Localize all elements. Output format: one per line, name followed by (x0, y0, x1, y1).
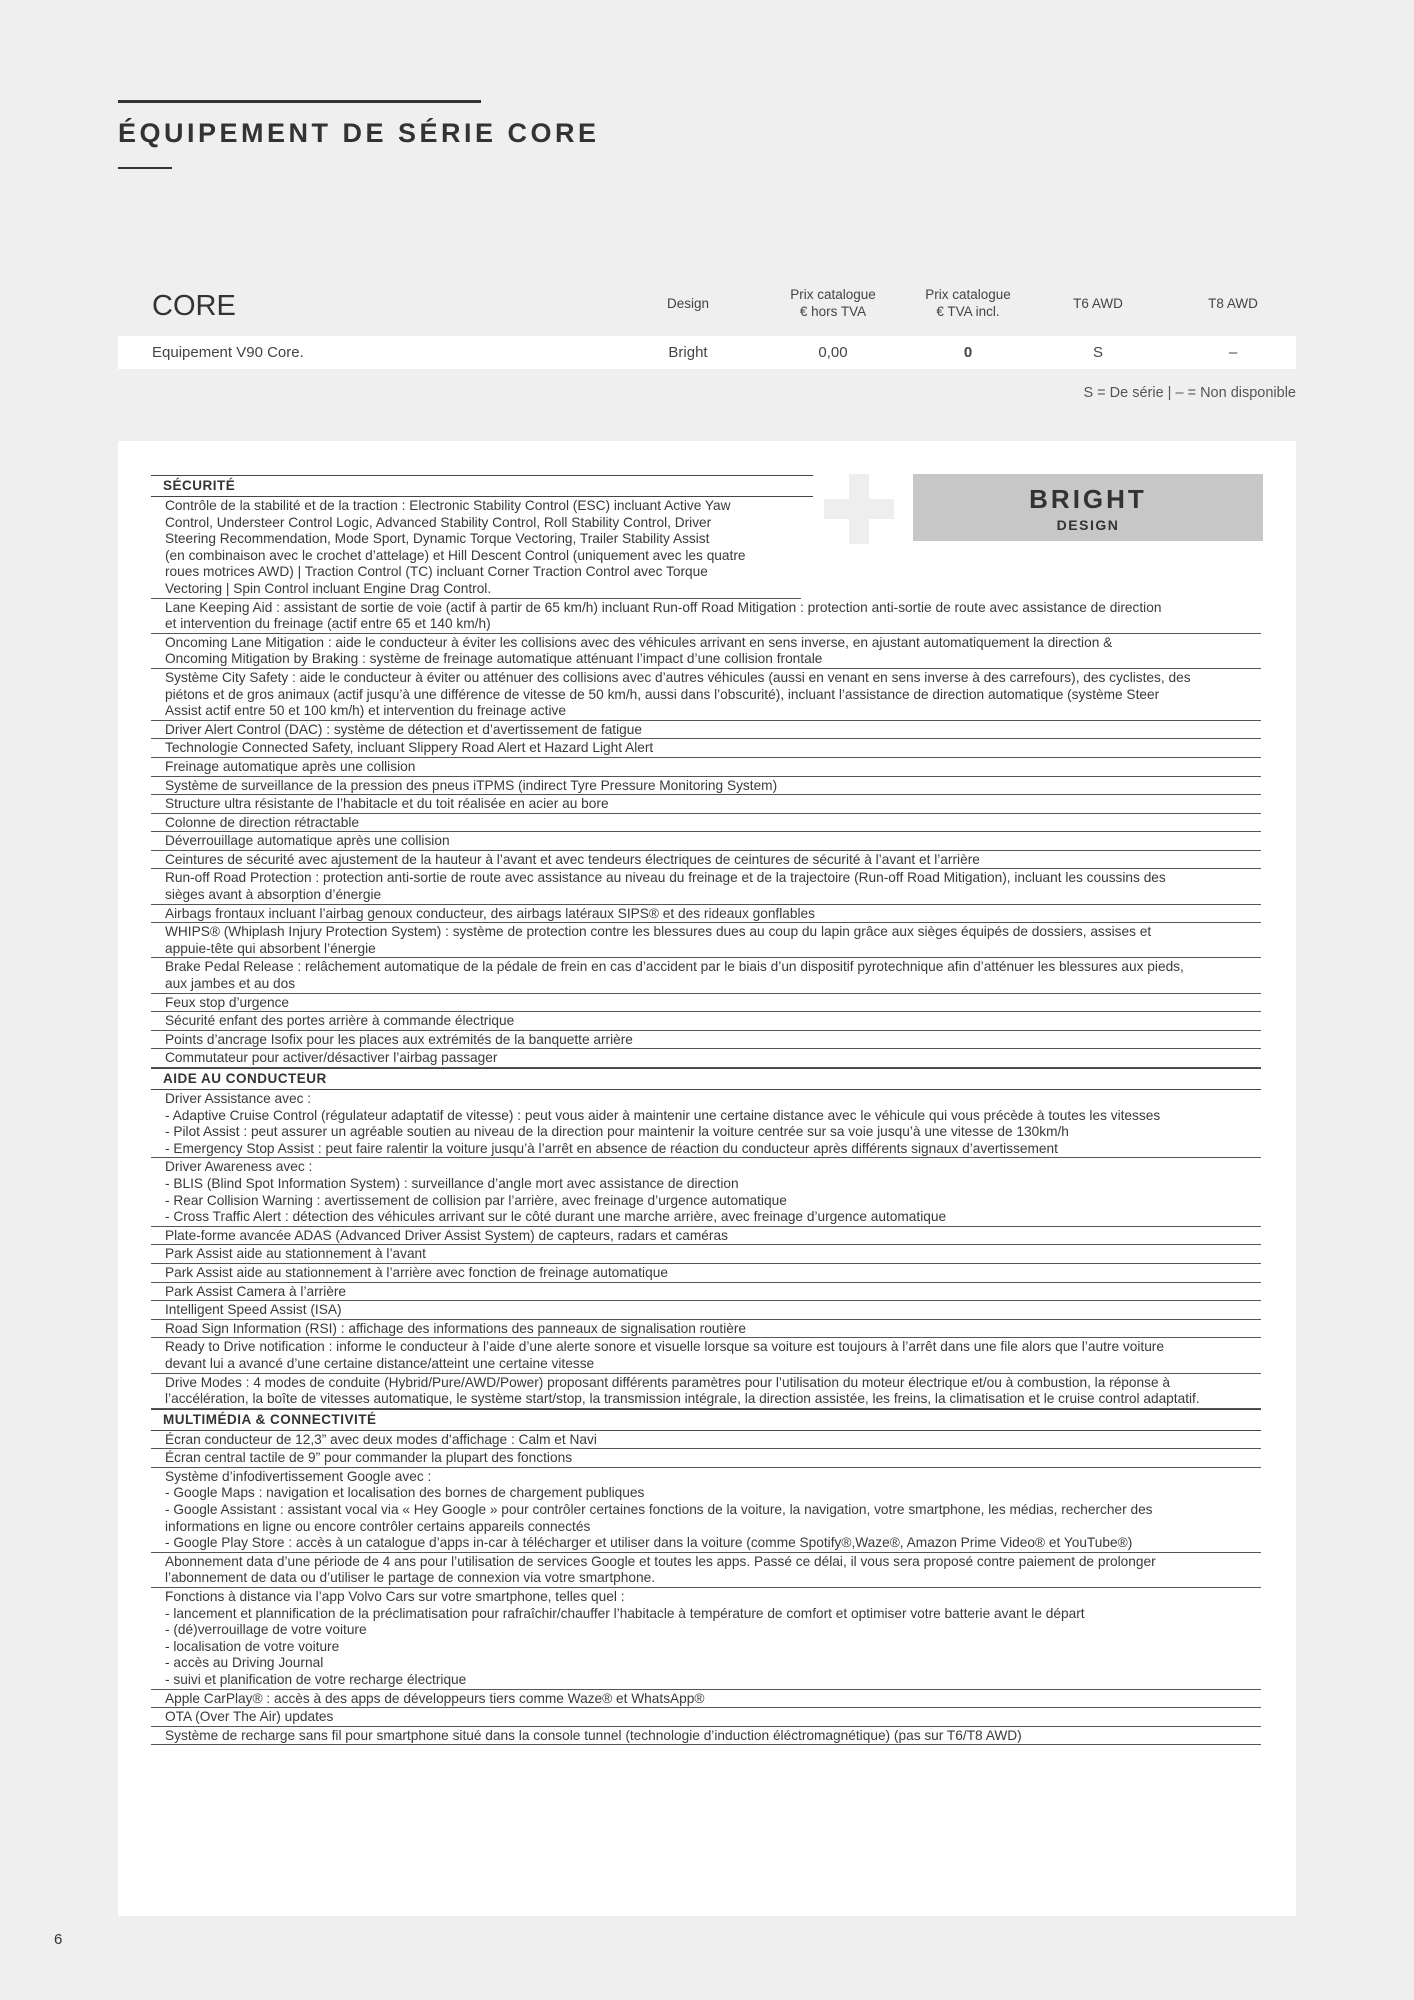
feature-item (151, 1468, 1261, 1553)
feature-text: - Google Assistant : assistant vocal via « Hey Google » pour contrôler certaines fonctions de la voiture, la navigation, votre smartphone, les médias, rechercher des (165, 1502, 1153, 1518)
feature-item (151, 1727, 1261, 1746)
feature-text: WHIPS® (Whiplash Injury Protection System) : système de protection contre les blessures dues au coup du lapin grâce aux sièges équipés de dossiers, assises et (165, 924, 1152, 940)
feature-item (151, 1708, 1261, 1727)
feature-item (151, 1301, 1261, 1320)
feature-text: - localisation de votre voiture (165, 1638, 340, 1654)
feature-text: Control, Understeer Control Logic, Advanced Stability Control, Roll Stability Control, Driver (165, 514, 712, 530)
feature-text: aux jambes et au dos (165, 976, 296, 992)
feature-text: Déverrouillage automatique après une collision (165, 833, 450, 849)
feature-item (151, 497, 801, 599)
row-design: Bright (668, 344, 708, 361)
feature-text: Assist actif entre 50 et 100 km/h) et intervention du freinage active (165, 703, 566, 719)
feature-item (151, 1690, 1261, 1709)
feature-item (151, 1227, 1261, 1246)
feature-text: Système de surveillance de la pression des pneus iTPMS (indirect Tyre Pressure Monitoring System) (165, 777, 778, 793)
header-design: Design (666, 295, 710, 311)
feature-text: piétons et de gros animaux (actif jusqu’à une différence de vitesse de 50 km/h, aussi dans l’obscurité), incluant l’assistance de direction automatique (système Steer (165, 686, 1160, 702)
feature-item (151, 758, 1261, 777)
feature-text: - Adaptive Cruise Control (régulateur adaptatif de vitesse) : peut vous aider à maintenir une certaine distance avec le véhicule qui vous précède à toutes les vitesses (165, 1107, 1161, 1123)
badge-title: BRIGHT (1029, 484, 1147, 514)
feature-text: Run-off Road Protection : protection anti-sortie de route avec assistance au niveau du freinage et de la trajectoire (Run-off Road Mitigation), incluant les coussins des (165, 870, 1166, 886)
feature-text: Airbags frontaux incluant l’airbag genoux conducteur, des airbags latéraux SIPS® et des rideaux gonflables (165, 905, 815, 921)
feature-text: Apple CarPlay® : accès à des apps de développeurs tiers comme Waze® et WhatsApp® (165, 1690, 705, 1706)
feature-item (151, 1449, 1261, 1468)
feature-item (151, 814, 1261, 833)
feature-text: - Cross Traffic Alert : détection des véhicules arrivant sur le côté durant une marche arrière, avec freinage d’urgence automatique (165, 1209, 947, 1225)
feature-text: Park Assist aide au stationnement à l’arrière avec fonction de freinage automatique (165, 1264, 668, 1280)
feature-text: - Google Maps : navigation et localisation des bornes de chargement publiques (165, 1485, 645, 1501)
feature-text: appuie-tête qui absorbent l’énergie (165, 940, 376, 956)
page-number: 6 (54, 1931, 63, 1948)
feature-text: (en combinaison avec le crochet d’attelage) et Hill Descent Control (uniquement avec les quatre (165, 547, 746, 563)
feature-item (151, 634, 1261, 669)
feature-text: Brake Pedal Release : relâchement automatique de la pédale de frein en cas d’accident par le biais d’un dispositif pyrotechnique afin d’atténuer les blessures aux pieds, (165, 959, 1184, 975)
feature-text: Colonne de direction rétractable (165, 814, 360, 830)
feature-item (151, 1090, 1261, 1158)
feature-text: Système City Safety : aide le conducteur à éviter ou atténuer des collisions avec d’autres véhicules (aussi en venant en sens inverse à des carrefours), des cyclistes, des (165, 669, 1191, 685)
core-table-header (118, 270, 1296, 336)
feature-text: Écran central tactile de 9” pour commander la plupart des fonctions (165, 1450, 573, 1466)
feature-text: - suivi et planification de votre recharge électrique (165, 1672, 467, 1687)
feature-item (151, 795, 1261, 814)
feature-text: Park Assist aide au stationnement à l’avant (165, 1246, 426, 1262)
feature-item (151, 1264, 1261, 1283)
feature-text: Drive Modes : 4 modes de conduite (Hybrid/Pure/AWD/Power) proposant différents paramètres pour l’utilisation du moteur électrique et/ou à combustion, la réponse à (165, 1374, 1171, 1390)
feature-text: Lane Keeping Aid : assistant de sortie de voie (actif à partir de 65 km/h) incluant Run-off Road Mitigation : protection anti-sortie de route avec assistance de direction (165, 599, 1162, 615)
row-t8: – (1228, 344, 1238, 361)
feature-text: - Emergency Stop Assist : peut faire ralentir la voiture jusqu’à l’arrêt en absence de réaction du conducteur après différents signaux d’avertissement (165, 1140, 1058, 1156)
feature-text: devant lui a avancé d’une certaine distance/atteint une certaine vitesse (165, 1355, 595, 1371)
feature-text: informations en ligne ou encore contrôler certains appareils connectés (165, 1518, 591, 1534)
feature-text: Oncoming Lane Mitigation : aide le conducteur à éviter les collisions avec des véhicules arrivant en sens inverse, en ajustant automatiquement la direction & (165, 634, 1113, 650)
feature-item (151, 958, 1261, 993)
feature-item (151, 599, 1261, 634)
feature-text: Park Assist Camera à l’arrière (165, 1283, 347, 1299)
feature-text: Contrôle de la stabilité et de la traction : Electronic Stability Control (ESC) incluant Active Yaw (165, 498, 731, 513)
feature-text: Intelligent Speed Assist (ISA) (165, 1302, 342, 1318)
feature-item (151, 1245, 1261, 1264)
row-price-excl: 0,00 (818, 344, 848, 361)
feature-item (151, 777, 1261, 796)
feature-text: Steering Recommendation, Mode Sport, Dynamic Torque Vectoring, Trailer Stability Assist (165, 531, 710, 547)
section-heading: SÉCURITÉ (151, 475, 813, 497)
feature-item (151, 1338, 1261, 1373)
feature-text: Oncoming Mitigation by Braking : système de freinage automatique atténuant l’impact d’une collision frontale (165, 651, 823, 667)
feature-text: Points d’ancrage Isofix pour les places aux extrémités de la banquette arrière (165, 1031, 633, 1047)
feature-item (151, 1283, 1261, 1302)
feature-item (151, 1012, 1261, 1031)
header-price-incl: Prix catalogue € TVA incl. (925, 287, 1011, 319)
feature-item (151, 669, 1261, 721)
feature-text: Road Sign Information (RSI) : affichage des informations des panneaux de signalisation routière (165, 1320, 747, 1336)
core-table-title: CORE (152, 290, 236, 322)
feature-text: Technologie Connected Safety, incluant Slippery Road Alert et Hazard Light Alert (165, 740, 654, 756)
title-top-rule (118, 100, 481, 103)
feature-text: - Rear Collision Warning : avertissement de collision par l’arrière, avec freinage d’urgence automatique (165, 1192, 787, 1208)
feature-text: l’abonnement de data ou d’utiliser le partage de connexion via votre smartphone. (165, 1570, 656, 1586)
feature-item (151, 1158, 1261, 1226)
feature-text: Plate-forme avancée ADAS (Advanced Driver Assist System) de capteurs, radars et caméras (165, 1227, 728, 1243)
section-heading: AIDE AU CONDUCTEUR (151, 1068, 1261, 1090)
feature-text: Driver Awareness avec : (165, 1159, 313, 1175)
feature-text: Driver Alert Control (DAC) : système de détection et d’avertissement de fatigue (165, 721, 642, 737)
feature-item (151, 1588, 1261, 1690)
feature-item (151, 1031, 1261, 1050)
feature-text: Feux stop d’urgence (165, 994, 290, 1010)
feature-item (151, 1553, 1261, 1588)
row-t6: S (1092, 344, 1103, 361)
row-label: Equipement V90 Core. (152, 344, 304, 361)
feature-list (151, 475, 1261, 1745)
feature-item (151, 851, 1261, 870)
feature-text: - (dé)verrouillage de votre voiture (165, 1622, 367, 1638)
feature-text: et intervention du freinage (actif entre 65 et 140 km/h) (165, 616, 491, 632)
feature-text: Fonctions à distance via l’app Volvo Cars sur votre smartphone, telles quel : (165, 1589, 625, 1605)
section-heading: MULTIMÉDIA & CONNECTIVITÉ (151, 1409, 1261, 1431)
feature-item (151, 1431, 1261, 1450)
feature-item (151, 923, 1261, 958)
feature-item (151, 994, 1261, 1013)
feature-text: Sécurité enfant des portes arrière à commande électrique (165, 1013, 515, 1029)
feature-item (151, 905, 1261, 924)
feature-text: Ceintures de sécurité avec ajustement de la hauteur à l’avant et avec tendeurs électriques de ceintures de sécurité à l’avant et l’arrière (165, 851, 980, 867)
feature-text: - Google Play Store : accès à un catalogue d’apps in-car à télécharger et utiliser dans la voiture (comme Spotify®,Waze®, Amazon Prime Video® et YouTube®) (165, 1535, 1133, 1551)
page-title: ÉQUIPEMENT DE SÉRIE CORE (118, 118, 600, 148)
feature-text: Écran conducteur de 12,3” avec deux modes d’affichage : Calm et Navi (165, 1431, 597, 1447)
feature-text: Système d’infodivertissement Google avec : (165, 1468, 432, 1484)
title-underline (118, 167, 172, 169)
feature-text: Driver Assistance avec : (165, 1091, 312, 1106)
feature-text: Système de recharge sans fil pour smartphone situé dans la console tunnel (technologie d’induction éléctromagnétique) (pas sur T6/T8 AWD) (165, 1727, 1022, 1743)
feature-text: sièges avant à absorption d’énergie (165, 887, 382, 903)
equipment-panel (118, 441, 1296, 1916)
feature-item (151, 832, 1261, 851)
feature-text: - accès au Driving Journal (165, 1655, 324, 1671)
feature-text: Commutateur pour activer/désactiver l’airbag passager (165, 1050, 498, 1066)
feature-text: - lancement et plannification de la préclimatisation pour rafraîchir/chauffer l’habitacle à température de comfort et optimiser votre batterie avant le départ (165, 1605, 1085, 1621)
feature-text: roues motrices AWD) | Traction Control (TC) incluant Corner Traction Control avec Torque (165, 564, 708, 580)
badge-subtitle: DESIGN (1056, 517, 1120, 533)
row-price-incl: 0 (963, 344, 973, 361)
feature-item (151, 721, 1261, 740)
availability-legend: S = De série | – = Non disponible (1083, 385, 1296, 401)
feature-item (151, 1049, 1261, 1068)
header-t8: T8 AWD (1208, 295, 1258, 311)
header-price-excl: Prix catalogue € hors TVA (790, 287, 876, 319)
feature-text: l’accélération, la boîte de vitesses automatique, le système start/stop, la transmission intégrale, la direction assistée, les freins, la climatisation et le cruise control adaptatif. (165, 1391, 1200, 1407)
feature-text: - BLIS (Blind Spot Information System) : surveillance d’angle mort avec assistance de direction (165, 1175, 739, 1191)
feature-item (151, 739, 1261, 758)
feature-item (151, 1320, 1261, 1339)
feature-text: Freinage automatique après une collision (165, 758, 416, 774)
feature-text: OTA (Over The Air) updates (165, 1709, 334, 1725)
feature-text: Structure ultra résistante de l’habitacle et du toit réalisée en acier au bore (165, 796, 609, 812)
table-row (118, 336, 1296, 369)
feature-text: Abonnement data d’une période de 4 ans pour l’utilisation de services Google et toutes les apps. Passé ce délai, il vous sera proposé contre paiement de prolonger (165, 1553, 1156, 1569)
feature-text: Vectoring | Spin Control incluant Engine Drag Control. (165, 580, 492, 596)
feature-text: Ready to Drive notification : informe le conducteur à l’aide d’une alerte sonore et visuelle lorsque sa voiture est toujours à l’arrêt dans une file alors que l’autre voiture (165, 1339, 1164, 1355)
feature-text: - Pilot Assist : peut assurer un agréable soutien au niveau de la direction pour maintenir la voiture centrée sur sa voie jusqu’à une vitesse de 130km/h (165, 1124, 1069, 1140)
feature-item (151, 869, 1261, 904)
header-t6: T6 AWD (1073, 295, 1123, 311)
feature-item (151, 1374, 1261, 1409)
